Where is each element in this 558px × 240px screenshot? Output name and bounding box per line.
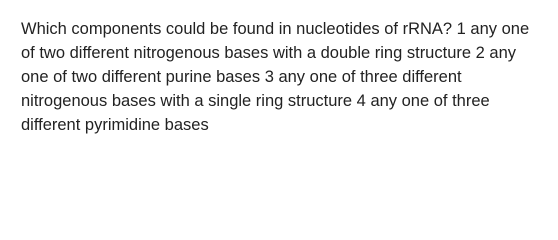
question-text: Which components could be found in nucleotides of rRNA? 1 any one of two different nitrogenous bases with a double ring structure 2 any one of two different purine bases 3 any one of three different nitrogenous bases with a single ring structure 4 any one of three different pyrimidine bases <box>21 20 530 134</box>
